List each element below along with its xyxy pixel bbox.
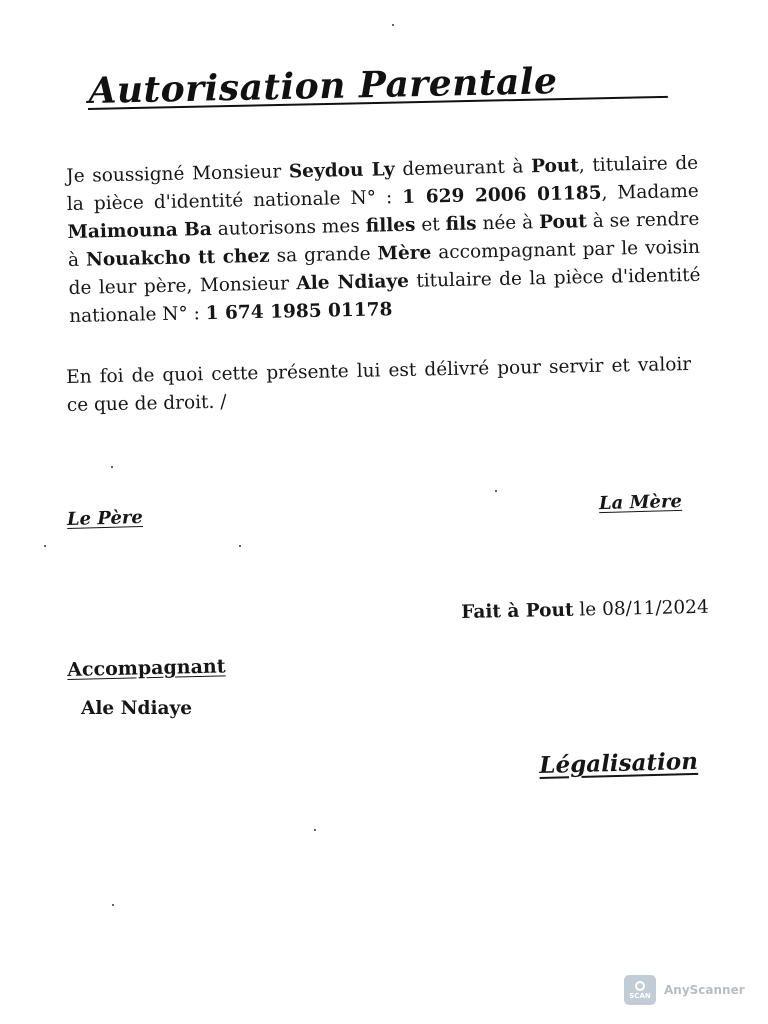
birth-city: Pout: [538, 211, 588, 234]
residence-city: Pout: [530, 155, 580, 178]
scanner-app-name: AnyScanner: [664, 983, 745, 997]
text-segment: titulaire de la pièce d'identité nationale N° :: [68, 264, 701, 327]
text-segment: autorisons mes: [211, 215, 367, 240]
text-segment: , titulaire de la pièce d'identité nationale N° :: [66, 152, 699, 215]
scan-speck: [111, 466, 113, 468]
father-signature-label: Le Père: [66, 507, 144, 530]
father-id-number: 1 629 2006 01185: [402, 182, 602, 208]
scan-speck: [392, 24, 394, 26]
destination: Nouakcho tt chez: [85, 245, 270, 271]
logo-text: SCAN: [629, 991, 651, 1000]
text-segment: , Madame: [601, 180, 699, 204]
text-segment: et: [415, 214, 446, 236]
legalisation-label: Légalisation: [539, 747, 699, 779]
word-mere: Mère: [377, 242, 432, 265]
father-name: Seydou Ly: [288, 159, 395, 183]
document-title: Autorisation Parentale: [88, 60, 558, 112]
companion-label: Accompagnant: [67, 655, 226, 681]
scan-speck: [314, 829, 316, 831]
text-segment: à se rendre à: [67, 208, 700, 271]
text-segment: née à: [476, 212, 540, 235]
text-segment: sa grande: [269, 243, 378, 267]
closing-paragraph: En foi de quoi cette présente lui est délivré pour servir et valoir ce que de droit. /: [66, 353, 692, 416]
scan-speck: [112, 904, 114, 906]
scan-speck: [44, 545, 46, 547]
scan-speck: [239, 545, 241, 547]
word-fils: fils: [445, 213, 477, 236]
companion-signature-name: Ale Ndiaye: [81, 698, 192, 719]
companion-name: Ale Ndiaye: [296, 270, 410, 295]
scanner-logo-icon: [624, 975, 656, 1005]
mother-name: Maimouna Ba: [67, 218, 213, 243]
companion-id-number: 1 674 1985 01178: [205, 299, 393, 325]
scanner-watermark: [624, 975, 745, 1005]
text-segment: accompagnant par le voisin de leur père, Monsieur: [68, 236, 701, 299]
text-segment: demeurant à: [394, 156, 532, 181]
authorization-paragraph: [66, 150, 701, 331]
place: Fait à Pout: [461, 599, 574, 623]
date: le 08/11/2024: [573, 596, 709, 621]
word-filles: filles: [365, 214, 416, 237]
place-and-date: [461, 597, 709, 623]
scan-speck: [495, 490, 497, 492]
text-segment: Je soussigné Monsieur: [66, 161, 290, 187]
mother-signature-label: La Mère: [598, 490, 683, 515]
